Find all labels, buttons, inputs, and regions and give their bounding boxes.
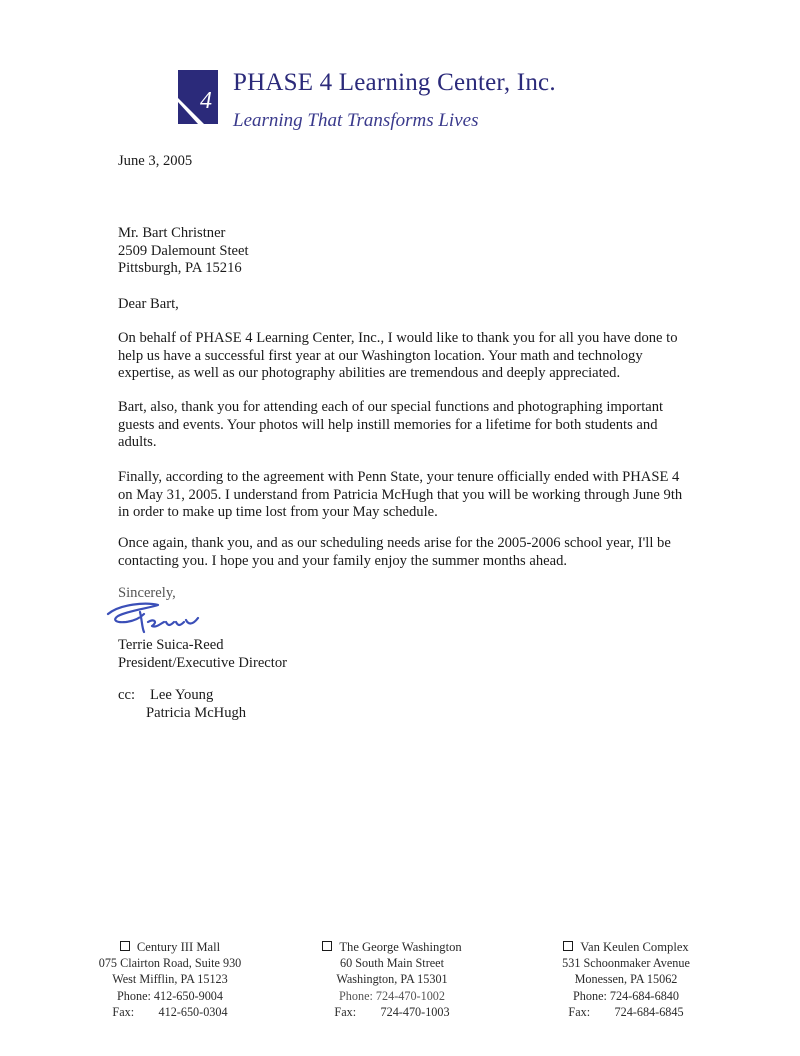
- location-street: 531 Schoonmaker Avenue: [562, 956, 690, 971]
- handwritten-signature: [100, 596, 208, 640]
- location-city: Monessen, PA 15062: [574, 972, 678, 987]
- paragraph-line: Once again, thank you, and as our scheduling needs arise for the 2005-2006 school year, I'll be: [118, 535, 671, 551]
- paragraph-line: expertise, as well as our photography abilities are tremendous and deeply appreciated.: [118, 365, 621, 382]
- location-phone: 724-470-1002: [375, 988, 445, 1003]
- paragraph-line: adults.: [118, 434, 157, 451]
- fax-label: Fax:: [112, 1004, 135, 1019]
- recipient-city: Pittsburgh, PA 15216: [118, 260, 242, 277]
- recipient-address: [118, 225, 249, 278]
- location-fax: 724-684-6845: [614, 1004, 684, 1019]
- paragraph-line: in order to make up time lost from your May schedule.: [118, 504, 438, 521]
- paragraph-1: [118, 330, 678, 383]
- paragraph-line: On behalf of PHASE 4 Learning Center, Inc., I would like to thank you for all you have done to: [118, 330, 678, 346]
- organization-tagline: Learning That Transforms Lives: [233, 110, 479, 131]
- location-city: West Mifflin, PA 15123: [112, 972, 228, 987]
- cc-name: Patricia McHugh: [146, 704, 247, 721]
- checkbox-square-icon: [120, 941, 130, 951]
- footer-location-2: [292, 939, 492, 1020]
- paragraph-line: Bart, also, thank you for attending each of our special functions and photographing important: [118, 399, 664, 415]
- location-street: 075 Clairton Road, Suite 930: [98, 956, 242, 971]
- location-fax: 724-470-1003: [380, 1004, 450, 1019]
- cc-label: cc:: [118, 687, 136, 703]
- footer-location-3: [526, 939, 726, 1020]
- cc-list: [146, 687, 246, 722]
- checkbox-square-icon: [563, 941, 573, 951]
- location-title: Van Keulen Complex: [580, 940, 689, 954]
- paragraph-line: guests and events. Your photos will help instill memories for a lifetime for both students and: [118, 416, 658, 433]
- paragraph-3: [118, 469, 682, 522]
- checkbox-square-icon: [322, 941, 332, 951]
- paragraph-line: contacting you. I hope you and your family enjoy the summer months ahead.: [118, 552, 568, 569]
- recipient-street: 2509 Dalemount Steet: [118, 242, 249, 259]
- location-title: Century III Mall: [136, 940, 221, 954]
- paragraph-4: [118, 535, 671, 570]
- location-street: 60 South Main Street: [340, 956, 444, 971]
- closing: Sincerely,: [118, 585, 176, 601]
- footer-location-1: [70, 939, 270, 1020]
- fax-label: Fax:: [568, 1004, 591, 1019]
- signer-name: Terrie Suica-Reed: [118, 637, 224, 653]
- phase4-logo-icon: [176, 68, 220, 126]
- paragraph-2: [118, 399, 663, 452]
- phone-label: Phone:: [117, 988, 151, 1003]
- signer-title: President/Executive Director: [118, 654, 287, 671]
- paragraph-line: on May 31, 2005. I understand from Patricia McHugh that you will be working through June 9th: [118, 486, 683, 503]
- location-city: Washington, PA 15301: [336, 972, 448, 987]
- salutation: Dear Bart,: [118, 296, 179, 312]
- signer-block: [118, 637, 287, 672]
- location-fax: 412-650-0304: [158, 1004, 228, 1019]
- location-title: The George Washington: [339, 940, 462, 954]
- letter-date: June 3, 2005: [118, 153, 193, 169]
- cc-name: Lee Young: [150, 687, 214, 703]
- location-phone: 724-684-6840: [609, 988, 679, 1003]
- logo-numeral: 4: [200, 88, 212, 114]
- location-phone: 412-650-9004: [153, 988, 223, 1003]
- paragraph-line: Finally, according to the agreement with Penn State, your tenure officially ended with PHASE 4: [118, 469, 680, 485]
- recipient-name: Mr. Bart Christner: [118, 225, 226, 241]
- paragraph-line: help us have a successful first year at our Washington location. Your math and technology: [118, 347, 643, 364]
- phone-label: Phone:: [339, 988, 373, 1003]
- fax-label: Fax:: [334, 1004, 357, 1019]
- organization-name: PHASE 4 Learning Center, Inc.: [233, 69, 556, 96]
- phone-label: Phone:: [573, 988, 607, 1003]
